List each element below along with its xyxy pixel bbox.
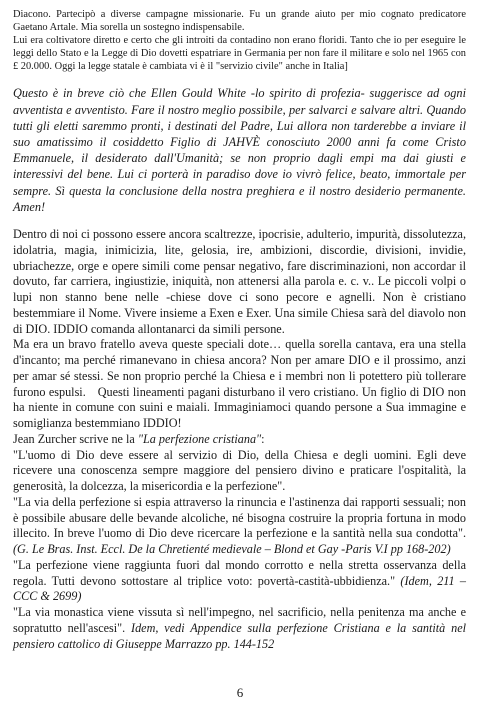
body-paragraph-2a: Ma era un bravo fratello aveva queste speciali dote… quella sorella cantava, era una stella d'incanto; ma perché rimanevano in chiesa ancora? Non per amare DIO e il prossimo, anzi per amar sé stessi. Se non proprio perché la Chiesa e i membri non li potettero più tollerare furono espulsi. [13,337,466,399]
quote-2-reference: (G. Le Bras. Inst. Eccl. De la Chretienté medievale – Blond et Gay -Paris V.I pp 168-202) [13,542,451,557]
quote-intro-colon: : [261,431,265,446]
body-paragraph-2b: Questi lineamenti pagani disturbano il vero cristiano. Un figlio di DIO non ha niente in comune con suini e maiali. Immaginiamoci quando persone a Sua immagine e somiglianza bestemmiano IDDIO! [13,384,466,431]
quote-1: "L'uomo di Dio deve essere al servizio di Dio, della Chiesa e degli uomini. Egli deve ricevere una conoscenza sempre maggiore del pensiero divino e praticare l'ospitalità, la generosità, la dolcezza, la misericordia e la perfezione". [13,447,466,494]
quote-2-text: "La via della perfezione si espia attraverso la rinuncia e l'astinenza dai rapporti sessuali; non è possibile abusare delle bevande alcoliche, né bisogna costruire la propria fortuna in modo illecito. In breve l'uomo di Dio deve ricercare la perfezione e la santità nella sua condotta". [13,494,466,541]
quote-3-text: "La perfezione viene raggiunta fuori dal mondo corrotto e nella stretta osservanza della regola. Tutti devono sottostare al triplice voto: povertà-castità-ubbidienza." [13,557,466,588]
quote-intro [13,432,466,448]
quote-4-reference: Idem, vedi Appendice sulla perfezione Cristiana e la santità nel pensiero cattolico di Giuseppe Marrazzo pp. 144-152 [13,620,466,651]
quote-3 [13,558,466,605]
body-text [13,227,466,652]
quote-3-reference: (Idem, 211 – CCC & 2699) [13,573,466,604]
body-paragraph-1: Dentro di noi ci possono essere ancora scaltrezze, ipocrisie, adulterio, impurità, dissolutezza, idolatria, magia, inimicizia, lite, gelosia, ire, ambizioni, discordie, divisioni, invidie, ubriachezze, orge e opere simili come pensar negativo, fare discriminazioni, non accordar il dovuto, far carriera, ingiustizie, iniquità, non attenersi alla parola e. c. v.. Le piccoli volpi o lupi non stanno bene nelle -chiese dove ci sono pecore e agnelli. Non è cristiano bestemmiare il Nome. Vivere insieme a Exen e Exer. Una simile Chiesa sarà del diavolo non di DIO. IDDIO comanda allontanarci da simili persone. [13,227,466,336]
italic-paragraph: Questo è in breve ciò che Ellen Gould White -lo spirito di profezia- suggerisce ad ogni avventista e avventisto. Fare il nostro meglio possibile, per salvarci e salvare altri. Quando tutti gli eletti saremmo pronti, i destinati del Padre, Lui allora non tarderebbe a inviare il suo amatissimo il cosiddetto Figlio di JAHVÈ conosciuto 2000 anni fa come Cristo Emmanuele, il desiderato dall'Umanità; se non proprio dagli empi ma dai giusti e interessivi del bene. Lui ci porterà in paradiso dove io vivrò felice, beato, immortale per sempre. Sì questa la conclusione della nostra preghiera e il nostro desiderio permanente. Amen! [13,86,466,214]
quote-4-text: "La via monastica viene vissuta sì nell'impegno, nel sacrificio, nella penitenza ma anche e sopratutto nell'ascesi". [13,605,466,635]
body-paragraph-2 [13,337,466,432]
book-title: "La perfezione cristiana" [137,431,262,446]
page-number: 6 [236,685,244,700]
quote-intro-text: Jean Zurcher scrive ne la [13,431,138,446]
quote-4 [13,605,466,652]
quote-2 [13,495,466,558]
footnote-paragraph-1: Diacono. Partecipò a diverse campagne missionarie. Fu un grande aiuto per mio cognato predicatore Gaetano Artale. Mia sorella un sostegno indispensabile. [13,9,466,34]
footnote-paragraph-2: Lui era coltivatore diretto e certo che gli introiti da contadino non erano floridi. Tanto che io per eseguire le leggi dello Stato e la Legge di Dio dovetti espatriare in Germania per non fare il militare e solo nel 1965 con £ 20.000. Oggi la legge statale è cambiata vi è il "servizio civile" anche in Italia] [13,35,466,73]
